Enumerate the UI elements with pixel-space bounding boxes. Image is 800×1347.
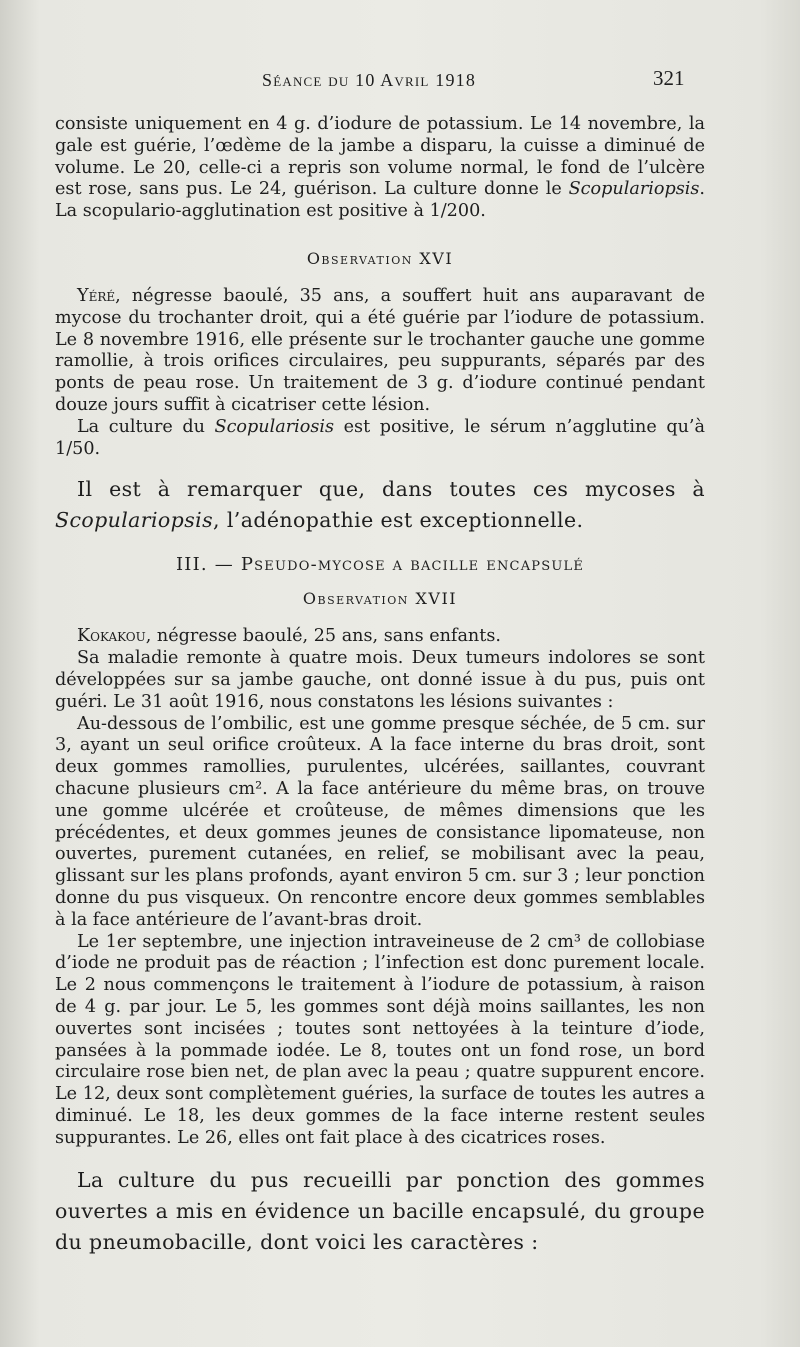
- continued-paragraph: [55, 114, 705, 223]
- observation-xvii-body: [55, 626, 705, 1149]
- patient-name: Yéré: [77, 285, 116, 306]
- paragraph: La culture du pus recueilli par ponction des gommes ouvertes a mis en évidence un bacille encapsulé, du groupe du pneumobacille, dont voici les caractères :: [55, 1168, 705, 1255]
- closing-paragraph: [55, 1165, 705, 1258]
- patient-name: Kokakou: [77, 626, 146, 647]
- paragraph: Sa maladie remonte à quatre mois. Deux tumeurs indolores se sont développées sur sa jambe gauche, ont donné issue à du pus, puis ont guéri. Le 31 août 1916, nous constatons les lésions suivantes :: [55, 648, 705, 712]
- page-header: [0, 66, 800, 96]
- running-title: Séance du 10 Avril 1918: [262, 70, 477, 90]
- paragraph: La culture du Scopulariosis est positive, le sérum n’agglutine qu’à 1/50.: [55, 416, 706, 459]
- paragraph: Yéré, négresse baoulé, 35 ans, a souffert huit ans auparavant de mycose du trochanter droit, qui a été guérie par l’iodure de potassium. Le 8 novembre 1916, elle présente sur le trochanter gauche une gomme ramollie, à trois orifices circulaires, peu suppurants, séparés par des ponts de peau rose. Un traitement de 3 g. d’iodure continué pendant douze jours suffit à cicatriser cette lésion.: [55, 285, 705, 415]
- italic-term: Scopulariopsis: [568, 179, 700, 200]
- section-title: Pseudo-mycose a bacille encapsulé: [240, 554, 585, 576]
- section-heading-iii: [55, 554, 705, 575]
- paragraph: Le 1er septembre, une injection intraveineuse de 2 cm³ de collobiase d’iode ne produit pas de réaction ; l’infection est donc purement locale. Le 2 nous commençons le traitement à l’iodure de potassium, à raison de 4 g. par jour. Le 5, les gommes sont déjà moins saillantes, les non ouvertes sont incisées ; toutes sont nettoyées à la teinture d’iode, pansées à la pommade iodée. Le 8, toutes ont un fond rose, un bord circulaire rose bien net, de plan avec la peau ; quatre suppurent encore. Le 12, deux sont complètement guéries, la surface de toutes les autres a diminué. Le 18, les deux gommes de la face interne restent seules suppurantes. Le 26, elles ont fait place à des cicatrices roses.: [55, 931, 705, 1148]
- observation-heading-xvi: Observation XVI: [306, 248, 454, 268]
- paragraph: consiste uniquement en 4 g. d’iodure de potassium. Le 14 novembre, la gale est guérie, l’œdème de la jambe a disparu, la cuisse a diminué de volume. Le 20, celle-ci a repris son volume normal, le fond de l’ulcère est rose, sans pus. Le 24, guérison. La culture donne le Scopulariopsis. La scopulario-agglutination est positive à 1/200.: [55, 114, 706, 222]
- paragraph: Kokakou, négresse baoulé, 25 ans, sans enfants.: [77, 626, 501, 647]
- italic-term: Scopulariopsis: [55, 508, 213, 533]
- observation-xvi-body: [55, 286, 705, 460]
- observation-heading-xvii: Observation XVII: [302, 589, 458, 609]
- remark-paragraph: [55, 474, 705, 536]
- page-content: [55, 114, 705, 1258]
- page-number: 321: [653, 66, 685, 90]
- paragraph: Il est à remarquer que, dans toutes ces mycoses à Scopulariopsis, l’adénopathie est exceptionnelle.: [55, 477, 705, 533]
- italic-term: Scopulariosis: [214, 416, 335, 437]
- section-numeral: III. —: [175, 554, 234, 576]
- paragraph: Au-dessous de l’ombilic, est une gomme presque séchée, de 5 cm. sur 3, ayant un seul orifice croûteux. A la face interne du bras droit, sont deux gommes ramollies, purulentes, ulcérées, saillantes, couvrant chacune plusieurs cm². A la face antérieure du même bras, on trouve une gomme ulcérée et croûteuse, de mêmes dimensions que les précédentes, et deux gommes jeunes de consistance lipomateuse, non ouvertes, purement cutanées, en relief, se mobilisant avec la peau, glissant sur les plans profonds, ayant environ 5 cm. sur 3 ; leur ponction donne du pus visqueux. On rencontre encore deux gommes semblables à la face antérieure de l’avant-bras droit.: [55, 713, 705, 930]
